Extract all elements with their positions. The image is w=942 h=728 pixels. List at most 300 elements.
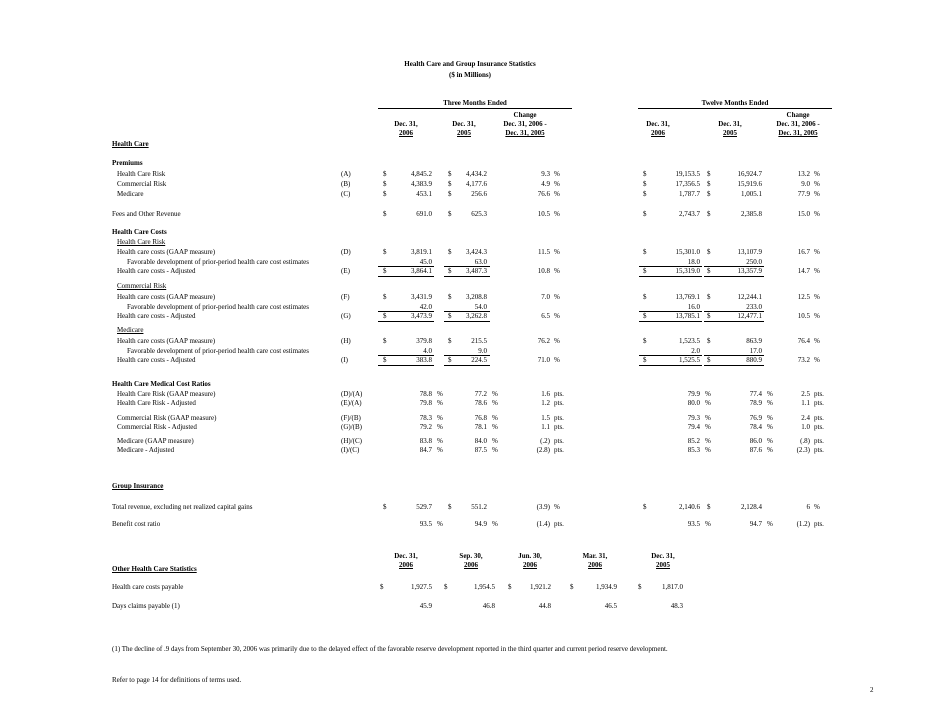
other-col-header: Dec. 31, (394, 552, 418, 560)
col-header-12-change-from: Dec. 31, 2006 - (776, 120, 820, 128)
cell-value: 4,845.2 (411, 170, 432, 178)
row-label: Favorable development of prior-period health care cost estimates (127, 347, 309, 355)
change-unit: pts. (814, 520, 824, 528)
cell-change: 6.5 (541, 312, 550, 320)
total-rule (704, 276, 764, 277)
dollar-sign: $ (707, 312, 711, 320)
col-header-12-dec2006: Dec. 31, (646, 120, 670, 128)
cell-value: 46.8 (482, 602, 495, 610)
cell-value: 453.1 (416, 190, 432, 198)
subtotal-rule (444, 355, 490, 356)
col-header-12-dec2005: Dec. 31, (718, 120, 742, 128)
dollar-sign: $ (643, 190, 647, 198)
change-unit: pts. (814, 446, 824, 454)
total-rule (704, 321, 764, 322)
cell-value: 79.4 (687, 423, 700, 431)
total-rule (639, 276, 702, 277)
dollar-sign: $ (643, 210, 647, 218)
dollar-sign: $ (707, 180, 711, 188)
cell-value: 77.4 (749, 390, 762, 398)
dollar-sign: $ (383, 267, 387, 275)
cell-change: 77.9 (797, 190, 810, 198)
change-unit: % (814, 293, 820, 301)
subtotal-rule (444, 311, 490, 312)
dollar-sign: $ (448, 267, 452, 275)
row-label: Commercial Risk - Adjusted (117, 423, 197, 431)
change-unit: % (814, 356, 820, 364)
subtotal-rule (639, 311, 702, 312)
change-unit: pts. (814, 423, 824, 431)
dollar-sign: $ (383, 180, 387, 188)
total-rule (378, 276, 434, 277)
total-rule (639, 365, 702, 366)
cell-value: 4,383.9 (411, 180, 432, 188)
cell-value: 379.8 (416, 337, 432, 345)
subtotal-rule (704, 355, 764, 356)
cell-change: 7.0 (541, 293, 550, 301)
percent-sign: % (705, 414, 711, 422)
change-unit: % (554, 293, 560, 301)
cell-value: 84.7 (419, 446, 432, 454)
dollar-sign: $ (383, 503, 387, 511)
dollar-sign: $ (707, 503, 711, 511)
dollar-sign: $ (380, 583, 384, 591)
percent-sign: % (705, 437, 711, 445)
cell-value: 880.9 (746, 356, 762, 364)
section-mcr: Health Care Medical Cost Ratios (112, 380, 211, 388)
change-unit: % (554, 267, 560, 275)
dollar-sign: $ (707, 210, 711, 218)
cell-value: 1,927.5 (411, 583, 432, 591)
subtotal-rule (378, 355, 434, 356)
subtotal-rule (639, 355, 702, 356)
footnote: (1) The decline of .9 days from September 30, 2006 was primarily due to the delayed effect of the favorable reserve development reported in the third quarter and current period reserve development. (112, 645, 668, 653)
cell-value: 4,177.6 (466, 180, 487, 188)
cell-value: 94.7 (749, 520, 762, 528)
row-ref: (C) (341, 190, 351, 198)
cell-value: 863.9 (746, 337, 762, 345)
subsection-health-care-risk: Health Care Risk (117, 238, 166, 246)
dollar-sign: $ (383, 312, 387, 320)
cell-value: 1,523.5 (679, 337, 700, 345)
total-rule (378, 321, 434, 322)
change-unit: pts. (554, 520, 564, 528)
change-unit: % (814, 312, 820, 320)
dollar-sign: $ (643, 337, 647, 345)
other-col-header: Mar. 31, (582, 552, 608, 560)
cell-value: 625.3 (471, 210, 487, 218)
dollar-sign: $ (448, 180, 452, 188)
cell-change: 1.2 (541, 399, 550, 407)
cell-value: 3,819.1 (411, 248, 432, 256)
cell-value: 18.0 (687, 258, 700, 266)
page-subtitle: ($ in Millions) (448, 71, 491, 79)
cell-value: 1,525.5 (679, 356, 700, 364)
row-label: Health Care Risk (GAAP measure) (117, 390, 216, 398)
dollar-sign: $ (643, 293, 647, 301)
change-unit: pts. (814, 399, 824, 407)
row-ref: (H) (341, 337, 351, 345)
cell-value: 224.5 (471, 356, 487, 364)
change-unit: pts. (814, 390, 824, 398)
dollar-sign: $ (643, 267, 647, 275)
cell-change: 9.0 (801, 180, 810, 188)
percent-sign: % (492, 414, 498, 422)
other-col-header-year: 2006 (523, 561, 537, 569)
change-unit: % (554, 503, 560, 511)
col-header-12-change: Change (786, 111, 810, 119)
cell-change: (.2) (540, 437, 550, 445)
twelve-months-header: Twelve Months Ended (701, 99, 769, 107)
cell-value: 45.9 (419, 602, 432, 610)
percent-sign: % (437, 520, 443, 528)
change-unit: % (814, 503, 820, 511)
col-header-12-dec2005-year: 2005 (723, 129, 737, 137)
cell-change: (1.4) (536, 520, 550, 528)
cell-change: 76.6 (537, 190, 550, 198)
percent-sign: % (705, 446, 711, 454)
section-premiums: Premiums (112, 159, 143, 167)
other-col-header-year: 2006 (588, 561, 602, 569)
cell-value: 78.1 (474, 423, 487, 431)
cell-value: 78.3 (419, 414, 432, 422)
cell-value: 1,005.1 (741, 190, 762, 198)
cell-value: 3,208.8 (466, 293, 487, 301)
cell-value: 1,787.7 (679, 190, 700, 198)
cell-value: 15,319.0 (675, 267, 700, 275)
cell-change: 1.5 (541, 414, 550, 422)
cell-value: 12,477.1 (737, 312, 762, 320)
dollar-sign: $ (383, 356, 387, 364)
subtotal-rule (444, 266, 490, 267)
row-label: Fees and Other Revenue (112, 210, 181, 218)
cell-value: 93.5 (687, 520, 700, 528)
change-unit: % (554, 337, 560, 345)
three-months-rule (378, 108, 572, 109)
subtotal-rule (704, 266, 764, 267)
cell-value: 77.2 (474, 390, 487, 398)
cell-change: 12.5 (797, 293, 810, 301)
cell-value: 79.3 (687, 414, 700, 422)
cell-value: 691.0 (416, 210, 432, 218)
dollar-sign: $ (448, 170, 452, 178)
section-health-care-costs: Health Care Costs (112, 228, 167, 236)
cell-value: 79.9 (687, 390, 700, 398)
percent-sign: % (767, 520, 773, 528)
row-label: Health Care Risk (117, 170, 166, 178)
cell-value: 4.0 (423, 347, 432, 355)
cell-value: 44.8 (538, 602, 551, 610)
cell-value: 17.0 (749, 347, 762, 355)
cell-value: 79.2 (419, 423, 432, 431)
cell-value: 13,785.1 (675, 312, 700, 320)
other-col-header: Sep. 30, (459, 552, 483, 560)
percent-sign: % (437, 390, 443, 398)
cell-value: 2.0 (691, 347, 700, 355)
cell-value: 1,934.9 (596, 583, 617, 591)
change-unit: % (814, 170, 820, 178)
cell-change: 4.9 (541, 180, 550, 188)
cell-value: 17,356.5 (675, 180, 700, 188)
other-col-header: Jun. 30, (518, 552, 542, 560)
cell-value: 63.0 (474, 258, 487, 266)
cell-value: 76.9 (749, 414, 762, 422)
page-number: 2 (870, 686, 874, 694)
cell-value: 79.8 (419, 399, 432, 407)
change-unit: % (554, 210, 560, 218)
dollar-sign: $ (707, 356, 711, 364)
cell-value: 3,431.9 (411, 293, 432, 301)
row-ref: (G) (341, 312, 351, 320)
other-col-header-year: 2005 (656, 561, 670, 569)
cell-value: 2,128.4 (741, 503, 762, 511)
cell-change: 71.0 (537, 356, 550, 364)
cell-change: 1.6 (541, 390, 550, 398)
percent-sign: % (705, 423, 711, 431)
dollar-sign: $ (643, 312, 647, 320)
cell-value: 15,919.6 (737, 180, 762, 188)
cell-value: 250.0 (746, 258, 762, 266)
cell-change: 1.0 (801, 423, 810, 431)
dollar-sign: $ (570, 583, 574, 591)
cell-value: 54.0 (474, 303, 487, 311)
dollar-sign: $ (707, 170, 711, 178)
percent-sign: % (437, 446, 443, 454)
subsection-medicare: Medicare (117, 326, 144, 334)
dollar-sign: $ (638, 583, 642, 591)
row-label: Health care costs - Adjusted (117, 267, 196, 275)
percent-sign: % (437, 437, 443, 445)
change-unit: % (554, 190, 560, 198)
dollar-sign: $ (383, 190, 387, 198)
col-header-change-from: Dec. 31, 2006 - (503, 120, 547, 128)
col-header-dec2005-year: 2005 (457, 129, 471, 137)
cell-value: 3,487.3 (466, 267, 487, 275)
row-ref: (B) (341, 180, 351, 188)
cell-value: 9.0 (478, 347, 487, 355)
change-unit: pts. (814, 414, 824, 422)
row-ref: (E)/(A) (341, 399, 362, 407)
percent-sign: % (767, 437, 773, 445)
subtotal-rule (378, 266, 434, 267)
change-unit: % (554, 248, 560, 256)
cell-value: 12,244.1 (737, 293, 762, 301)
cell-value: 551.2 (471, 503, 487, 511)
subsection-commercial-risk: Commercial Risk (117, 282, 167, 290)
dollar-sign: $ (383, 210, 387, 218)
row-label: Health care costs (GAAP measure) (117, 293, 216, 301)
cell-value: 13,107.9 (737, 248, 762, 256)
total-rule (444, 365, 490, 366)
cell-value: 13,357.9 (737, 267, 762, 275)
cell-value: 93.5 (419, 520, 432, 528)
cell-value: 256.6 (471, 190, 487, 198)
change-unit: % (554, 356, 560, 364)
dollar-sign: $ (508, 583, 512, 591)
change-unit: pts. (814, 437, 824, 445)
change-unit: % (814, 180, 820, 188)
percent-sign: % (767, 399, 773, 407)
cell-change: (1.2) (796, 520, 810, 528)
cell-value: 3,473.9 (411, 312, 432, 320)
percent-sign: % (767, 414, 773, 422)
change-unit: % (814, 337, 820, 345)
row-ref: (I) (341, 356, 348, 364)
percent-sign: % (767, 390, 773, 398)
change-unit: pts. (554, 390, 564, 398)
percent-sign: % (492, 446, 498, 454)
percent-sign: % (492, 390, 498, 398)
cell-value: 78.4 (749, 423, 762, 431)
row-label: Health care costs (GAAP measure) (117, 248, 216, 256)
cell-value: 3,864.1 (411, 267, 432, 275)
cell-change: 2.4 (801, 414, 810, 422)
dollar-sign: $ (383, 293, 387, 301)
cell-value: 3,262.8 (466, 312, 487, 320)
other-col-header: Dec. 31, (651, 552, 675, 560)
dollar-sign: $ (707, 248, 711, 256)
cell-value: 16,924.7 (737, 170, 762, 178)
other-col-header-year: 2006 (399, 561, 413, 569)
change-unit: % (814, 248, 820, 256)
row-ref: (I)/(C) (341, 446, 360, 454)
total-rule (444, 276, 490, 277)
cell-value: 78.8 (419, 390, 432, 398)
cell-value: 4,434.2 (466, 170, 487, 178)
cell-change: 15.0 (797, 210, 810, 218)
cell-change: 1.1 (541, 423, 550, 431)
cell-change: 9.3 (541, 170, 550, 178)
cell-change: 10.5 (797, 312, 810, 320)
cell-value: 42.0 (419, 303, 432, 311)
row-label: Benefit cost ratio (112, 520, 161, 528)
cell-value: 19,153.5 (675, 170, 700, 178)
section-group-insurance: Group Insurance (112, 482, 164, 490)
cell-value: 94.9 (474, 520, 487, 528)
row-ref: (H)/(C) (341, 437, 362, 445)
row-label: Total revenue, excluding net realized capital gains (112, 503, 253, 511)
row-label: Health care costs payable (112, 583, 184, 591)
cell-change: 76.4 (797, 337, 810, 345)
dollar-sign: $ (448, 190, 452, 198)
cell-change: (.8) (800, 437, 810, 445)
change-unit: % (814, 210, 820, 218)
percent-sign: % (437, 414, 443, 422)
cell-value: 87.5 (474, 446, 487, 454)
cell-value: 85.3 (687, 446, 700, 454)
dollar-sign: $ (383, 337, 387, 345)
dollar-sign: $ (448, 337, 452, 345)
row-label: Medicare (117, 190, 144, 198)
cell-change: 2.5 (801, 390, 810, 398)
col-header-dec2006-year: 2006 (399, 129, 413, 137)
change-unit: % (554, 180, 560, 188)
subtotal-rule (704, 311, 764, 312)
dollar-sign: $ (643, 248, 647, 256)
percent-sign: % (492, 399, 498, 407)
dollar-sign: $ (707, 190, 711, 198)
cell-value: 84.0 (474, 437, 487, 445)
cell-change: 13.2 (797, 170, 810, 178)
cell-value: 46.5 (604, 602, 617, 610)
cell-value: 45.0 (419, 258, 432, 266)
cell-value: 2,743.7 (679, 210, 700, 218)
cell-value: 48.3 (670, 602, 683, 610)
cell-change: 16.7 (797, 248, 810, 256)
percent-sign: % (492, 520, 498, 528)
percent-sign: % (767, 446, 773, 454)
percent-sign: % (492, 423, 498, 431)
dollar-sign: $ (643, 180, 647, 188)
three-months-header: Three Months Ended (443, 99, 507, 107)
cell-value: 83.8 (419, 437, 432, 445)
cell-value: 86.0 (749, 437, 762, 445)
cell-value: 383.8 (416, 356, 432, 364)
row-label: Commercial Risk (117, 180, 167, 188)
change-unit: pts. (554, 437, 564, 445)
row-label: Health Care Risk - Adjusted (117, 399, 196, 407)
row-ref: (A) (341, 170, 351, 178)
cell-change: 10.5 (537, 210, 550, 218)
cell-value: 215.5 (471, 337, 487, 345)
cell-change: 76.2 (537, 337, 550, 345)
dollar-sign: $ (444, 583, 448, 591)
other-col-header-year: 2006 (464, 561, 478, 569)
dollar-sign: $ (448, 210, 452, 218)
change-unit: % (814, 190, 820, 198)
dollar-sign: $ (448, 293, 452, 301)
cell-value: 13,769.1 (675, 293, 700, 301)
row-label: Commercial Risk (GAAP measure) (117, 414, 217, 422)
total-rule (704, 365, 764, 366)
col-header-dec2006: Dec. 31, (394, 120, 418, 128)
row-label: Health care costs - Adjusted (117, 356, 196, 364)
cell-change: 11.5 (538, 248, 550, 256)
cell-value: 1,921.2 (530, 583, 551, 591)
percent-sign: % (767, 423, 773, 431)
cell-change: (2.8) (536, 446, 550, 454)
twelve-months-rule (638, 108, 832, 109)
subtotal-rule (378, 311, 434, 312)
dollar-sign: $ (383, 248, 387, 256)
row-label: Medicare (GAAP measure) (117, 437, 194, 445)
cell-value: 78.9 (749, 399, 762, 407)
section-health-care: Health Care (112, 140, 149, 148)
row-label: Health care costs (GAAP measure) (117, 337, 216, 345)
col-header-change: Change (513, 111, 537, 119)
section-other-stats: Other Health Care Statistics (112, 565, 197, 573)
cell-value: 3,424.3 (466, 248, 487, 256)
subtotal-rule (639, 266, 702, 267)
percent-sign: % (705, 520, 711, 528)
cell-change: 6 (806, 503, 810, 511)
cell-value: 15,301.0 (675, 248, 700, 256)
dollar-sign: $ (448, 356, 452, 364)
total-rule (639, 321, 702, 322)
change-unit: pts. (554, 446, 564, 454)
change-unit: pts. (554, 399, 564, 407)
cell-value: 76.8 (474, 414, 487, 422)
row-label: Favorable development of prior-period health care cost estimates (127, 303, 309, 311)
cell-value: 233.0 (746, 303, 762, 311)
dollar-sign: $ (707, 293, 711, 301)
cell-change: 14.7 (797, 267, 810, 275)
cell-value: 2,385.8 (741, 210, 762, 218)
col-header-12-change-to: Dec. 31, 2005 (778, 129, 818, 137)
col-header-dec2005: Dec. 31, (452, 120, 476, 128)
change-unit: % (554, 312, 560, 320)
col-header-12-dec2006-year: 2006 (651, 129, 665, 137)
